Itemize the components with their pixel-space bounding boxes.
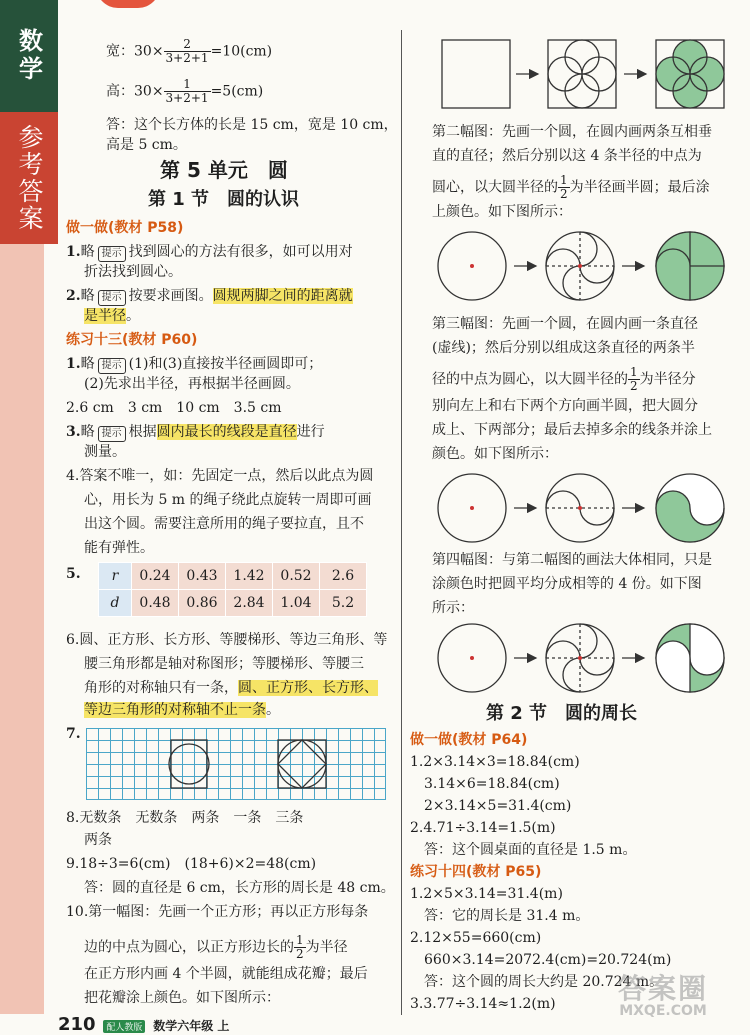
section-label: 参考答案	[0, 112, 58, 244]
top-decoration	[96, 0, 160, 8]
exercise-3: 3.略 提示 根据圆内最长的线段是直径进行	[66, 424, 325, 440]
figure-2-text: 圆心，以大圆半径的 $\frac{1}{2}$ 为半径画半圆；最后涂	[432, 173, 710, 201]
figure-2-text: 上颜色。如下图所示：	[432, 204, 572, 220]
answer-1: 1.2×5×3.14=31.4(m)	[410, 886, 563, 902]
table-row	[99, 590, 367, 617]
figure-3-text: 径的中点为圆心，以大圆半径的 $\frac{1}{2}$ 为半径分	[432, 365, 696, 393]
table-cell: 0.24	[132, 563, 179, 590]
figure-3-text: 别向左上和右下两个方向画半圆，把大圆分	[432, 398, 698, 414]
answer-2-cont: 答：这个圆的周长大约是 20.724 m。	[424, 974, 664, 990]
publisher-badge: 配人教版	[103, 1020, 145, 1033]
exercise-4-cont: 出这个圆。需要注意所用的绳子要拉直，且不	[84, 516, 364, 532]
hint-tag: 提示	[98, 290, 126, 306]
exercise-10-cont: 边的中点为圆心，以正方形边长的 $\frac{1}{2}$ 为半径	[84, 933, 348, 961]
exercise-2: 2.6 cm 3 cm 10 cm 3.5 cm	[66, 400, 282, 416]
figure-3-text: 成上、下两部分；最后去掉多余的线条并涂上	[432, 422, 712, 438]
figure-3-text: 第三幅图：先画一个圆，在圆内画一条直径	[432, 316, 698, 332]
exercise-7: 7.	[66, 726, 81, 742]
column-divider	[401, 30, 402, 1015]
table-cell: 2.84	[226, 590, 273, 617]
exercise-8: 8.无数条 无数条 两条 一条 三条	[66, 810, 304, 826]
exercise-4-cont: 能有弹性。	[84, 540, 154, 556]
swirl-figure	[434, 620, 740, 696]
figure-2-text: 直的直径；然后分别以这 4 条半径的中点为	[432, 148, 702, 164]
figure-4-text: 第四幅图：与第二幅图的画法大体相同，只是	[432, 552, 712, 568]
exercise-1: 1.略 提示 (1)和(3)直接按半径画圆即可；	[66, 356, 323, 372]
subject-label: 数学	[0, 0, 58, 112]
exercise-1-cont: (2)先求出半径，再根据半径画圆。	[84, 376, 300, 392]
pinwheel-figure	[434, 228, 740, 304]
answer-1-cont: 2×3.14×5=31.4(cm)	[424, 798, 572, 814]
exercise-4: 4.答案不唯一，如：先固定一点，然后以此点为圆	[66, 468, 374, 484]
figure-4-text: 涂颜色时把圆平均分成相等的 4 份。如下图	[432, 576, 702, 592]
table-cell: 0.43	[179, 563, 226, 590]
book-title: 数学六年级 上	[153, 1019, 230, 1033]
table-header: d	[99, 590, 132, 617]
answer-2-cont: 答：这个圆桌面的直径是 1.5 m。	[424, 842, 637, 858]
question-1-cont: 折法找到圆心。	[84, 264, 182, 280]
section-title: 第 2 节 圆的周长	[486, 703, 638, 724]
exercise-6-cont: 角形的对称轴只有一条，圆、正方形、长方形、	[84, 680, 378, 696]
radius-diameter-table	[98, 562, 367, 617]
figure-4-text: 所示：	[432, 600, 474, 616]
answer-1-cont: 答：它的周长是 31.4 m。	[424, 908, 590, 924]
answer-1-cont: 3.14×6=18.84(cm)	[424, 776, 560, 792]
table-cell: 2.6	[320, 563, 367, 590]
answer-3: 3.3.77÷3.14≈1.2(m)	[410, 996, 556, 1012]
exercise-6-cont: 等边三角形的对称轴不止一条。	[84, 702, 280, 718]
question-2-cont: 是半径。	[84, 308, 140, 324]
exercise-heading: 做一做(教材 P64)	[410, 732, 528, 748]
sidebar	[0, 0, 58, 1032]
table-cell: 5.2	[320, 590, 367, 617]
yinyang-figure	[434, 470, 740, 546]
page-number: 210	[58, 1014, 96, 1035]
question-2: 2.略 提示 按要求画图。圆规两脚之间的距离就	[66, 288, 353, 304]
exercise-10: 10.第一幅图：先画一个正方形；再以正方形每条	[66, 904, 369, 920]
answer-2-cont: 660×3.14=2072.4(cm)=20.724(m)	[424, 952, 672, 968]
answer-line: 高是 5 cm。	[106, 137, 187, 153]
height-calc: 高：30× $\frac{1}{3+2+1}$ =5(cm)	[106, 77, 264, 105]
square-flower-figure	[438, 36, 738, 112]
answer-1: 1.2×3.14×3=18.84(cm)	[410, 754, 580, 770]
grid-figure	[86, 728, 386, 800]
table-cell: 0.86	[179, 590, 226, 617]
table-cell: 1.42	[226, 563, 273, 590]
figure-3-text: (虚线)；然后分别以组成这条直径的两条半	[432, 340, 695, 356]
exercise-10-cont: 把花瓣涂上颜色。如下图所示：	[84, 990, 280, 1006]
exercise-4-cont: 心，用长为 5 m 的绳子绕此点旋转一周即可画	[84, 492, 372, 508]
hint-tag: 提示	[98, 246, 126, 262]
exercise-9-cont: 答：圆的直径是 6 cm，长方形的周长是 48 cm。	[84, 880, 395, 896]
figure-2-text: 第二幅图：先画一个圆，在圆内画两条互相垂	[432, 124, 712, 140]
table-cell: 1.04	[273, 590, 320, 617]
exercise-10-cont: 在正方形内画 4 个半圆，就能组成花瓣；最后	[84, 966, 368, 982]
exercise-9: 9.18÷3=6(cm) (18+6)×2=48(cm)	[66, 856, 317, 872]
hint-tag: 提示	[98, 358, 126, 374]
answer-2: 2.12×55=660(cm)	[410, 930, 542, 946]
answer-2: 2.4.71÷3.14=1.5(m)	[410, 820, 556, 836]
exercise-8-cont: 两条	[84, 832, 112, 848]
exercise-5: 5.	[66, 566, 81, 582]
exercise-heading: 做一做(教材 P58)	[66, 220, 184, 236]
watermark: 答案圈 MXQE.COM	[618, 972, 709, 1019]
hint-tag: 提示	[98, 426, 126, 442]
table-header: r	[99, 563, 132, 590]
exercise-6-cont: 腰三角形都是轴对称图形；等腰梯形、等腰三	[84, 656, 364, 672]
section-title: 第 1 节 圆的认识	[148, 189, 300, 210]
answer-line: 答：这个长方体的长是 15 cm，宽是 10 cm，	[106, 117, 398, 133]
sidebar-strip	[0, 244, 44, 1014]
table-cell: 0.48	[132, 590, 179, 617]
unit-title: 第 5 单元 圆	[160, 158, 288, 182]
exercise-heading: 练习十三(教材 P60)	[66, 332, 198, 348]
exercise-6: 6.圆、正方形、长方形、等腰梯形、等边三角形、等	[66, 632, 388, 648]
table-row	[99, 563, 367, 590]
width-calc: 宽：30× $\frac{2}{3+2+1}$ =10(cm)	[106, 37, 273, 65]
question-1: 1.略 提示 找到圆心的方法有很多，如可以用对	[66, 244, 353, 260]
figure-3-text: 颜色。如下图所示：	[432, 446, 558, 462]
table-cell: 0.52	[273, 563, 320, 590]
exercise-heading: 练习十四(教材 P65)	[410, 864, 542, 880]
exercise-3-cont: 测量。	[84, 444, 126, 460]
